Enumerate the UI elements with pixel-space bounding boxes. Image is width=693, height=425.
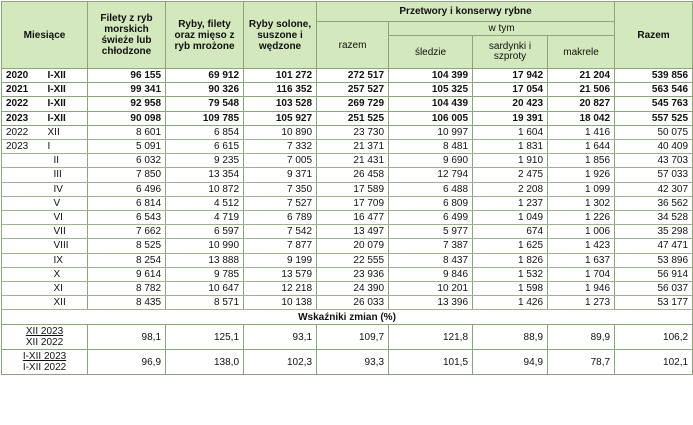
row-year (2, 154, 40, 168)
row-value: 1 926 (548, 168, 615, 182)
row-year (2, 267, 40, 281)
row-value: 1 049 (473, 211, 548, 225)
fish-imports-table (1, 1, 693, 375)
row-value: 1 644 (548, 140, 615, 154)
row-value: 8 525 (88, 239, 166, 253)
row-value: 1 423 (548, 239, 615, 253)
row-value: 13 579 (244, 267, 317, 281)
row-value: 257 527 (317, 83, 389, 97)
index-value: 125,1 (166, 325, 244, 350)
row-value: 69 912 (166, 69, 244, 83)
annual-row (2, 97, 693, 111)
row-value: 8 481 (389, 140, 473, 154)
monthly-row (2, 225, 693, 239)
row-value: 5 977 (389, 225, 473, 239)
row-value: 47 471 (615, 239, 693, 253)
row-period: VIII (40, 239, 88, 253)
row-value: 53 177 (615, 296, 693, 310)
row-value: 1 604 (473, 125, 548, 139)
row-value: 6 499 (389, 211, 473, 225)
monthly-row (2, 196, 693, 210)
row-value: 9 371 (244, 168, 317, 182)
monthly-row (2, 253, 693, 267)
row-value: 50 075 (615, 125, 693, 139)
row-period: II (40, 154, 88, 168)
monthly-row (2, 282, 693, 296)
index-label-bottom: XII 2022 (25, 337, 64, 349)
row-value: 79 548 (166, 97, 244, 111)
row-value: 5 091 (88, 140, 166, 154)
row-period: XI (40, 282, 88, 296)
row-year (2, 282, 40, 296)
row-value: 1 237 (473, 196, 548, 210)
index-row (2, 350, 693, 375)
row-value: 24 390 (317, 282, 389, 296)
row-value: 101 272 (244, 69, 317, 83)
index-value: 96,9 (88, 350, 166, 375)
row-value: 1 946 (548, 282, 615, 296)
row-period: V (40, 196, 88, 210)
row-value: 26 458 (317, 168, 389, 182)
row-value: 23 936 (317, 267, 389, 281)
row-value: 17 709 (317, 196, 389, 210)
index-value: 106,2 (615, 325, 693, 350)
row-value: 6 488 (389, 182, 473, 196)
index-label-top: I-XII 2023 (22, 351, 67, 363)
row-value: 7 662 (88, 225, 166, 239)
row-value: 116 352 (244, 83, 317, 97)
header-total: Razem (615, 2, 693, 69)
row-value: 9 614 (88, 267, 166, 281)
header-of-which: w tym (389, 22, 615, 36)
row-value: 9 785 (166, 267, 244, 281)
row-value: 36 562 (615, 196, 693, 210)
row-value: 10 997 (389, 125, 473, 139)
row-value: 272 517 (317, 69, 389, 83)
row-period: I-XII (40, 111, 88, 125)
row-value: 1 302 (548, 196, 615, 210)
row-value: 557 525 (615, 111, 693, 125)
row-value: 35 298 (615, 225, 693, 239)
monthly-row (2, 211, 693, 225)
row-value: 1 704 (548, 267, 615, 281)
index-label-top: XII 2023 (25, 326, 64, 338)
monthly-row (2, 239, 693, 253)
index-value: 93,1 (244, 325, 317, 350)
row-value: 21 204 (548, 69, 615, 83)
row-period: XII (40, 125, 88, 139)
index-value: 98,1 (88, 325, 166, 350)
index-label (2, 325, 88, 350)
row-value: 21 431 (317, 154, 389, 168)
index-value: 78,7 (548, 350, 615, 375)
row-value: 9 199 (244, 253, 317, 267)
row-value: 104 399 (389, 69, 473, 83)
row-value: 7 877 (244, 239, 317, 253)
row-value: 1 831 (473, 140, 548, 154)
row-period: III (40, 168, 88, 182)
row-period: VII (40, 225, 88, 239)
row-value: 563 546 (615, 83, 693, 97)
row-value: 34 528 (615, 211, 693, 225)
row-period: I-XII (40, 83, 88, 97)
row-period: VI (40, 211, 88, 225)
row-value: 90 098 (88, 111, 166, 125)
row-value: 539 856 (615, 69, 693, 83)
row-value: 8 437 (389, 253, 473, 267)
row-value: 109 785 (166, 111, 244, 125)
row-value: 1 826 (473, 253, 548, 267)
header-fillets-fresh: Filety z ryb morskich świeże lub chłodzone (88, 2, 166, 69)
header-sardines: sardynki i szproty (473, 36, 548, 69)
row-value: 4 512 (166, 196, 244, 210)
row-year: 2023 (2, 111, 40, 125)
row-value: 7 332 (244, 140, 317, 154)
row-value: 56 037 (615, 282, 693, 296)
row-value: 17 054 (473, 83, 548, 97)
row-value: 9 846 (389, 267, 473, 281)
row-period: I (40, 140, 88, 154)
row-year (2, 211, 40, 225)
row-value: 7 542 (244, 225, 317, 239)
row-year (2, 182, 40, 196)
monthly-row (2, 125, 693, 139)
section-row (2, 310, 693, 325)
row-value: 1 637 (548, 253, 615, 267)
row-value: 1 273 (548, 296, 615, 310)
annual-row (2, 69, 693, 83)
header-preserves: Przetwory i konserwy rybne (317, 2, 615, 22)
row-value: 9 690 (389, 154, 473, 168)
row-value: 10 647 (166, 282, 244, 296)
monthly-row (2, 140, 693, 154)
row-value: 12 794 (389, 168, 473, 182)
row-value: 17 942 (473, 69, 548, 83)
index-value: 109,7 (317, 325, 389, 350)
row-value: 13 888 (166, 253, 244, 267)
row-value: 21 371 (317, 140, 389, 154)
row-value: 23 730 (317, 125, 389, 139)
row-value: 1 426 (473, 296, 548, 310)
index-value: 101,5 (389, 350, 473, 375)
row-value: 1 856 (548, 154, 615, 168)
annual-row (2, 111, 693, 125)
row-value: 8 782 (88, 282, 166, 296)
row-value: 1 598 (473, 282, 548, 296)
index-value: 121,8 (389, 325, 473, 350)
row-year (2, 239, 40, 253)
row-value: 674 (473, 225, 548, 239)
row-value: 6 597 (166, 225, 244, 239)
row-value: 9 235 (166, 154, 244, 168)
row-value: 6 496 (88, 182, 166, 196)
row-year (2, 253, 40, 267)
row-value: 43 703 (615, 154, 693, 168)
row-value: 8 254 (88, 253, 166, 267)
row-value: 56 914 (615, 267, 693, 281)
row-value: 7 850 (88, 168, 166, 182)
row-year (2, 225, 40, 239)
row-year (2, 168, 40, 182)
row-value: 21 506 (548, 83, 615, 97)
row-value: 18 042 (548, 111, 615, 125)
row-value: 96 155 (88, 69, 166, 83)
row-value: 17 589 (317, 182, 389, 196)
row-value: 92 958 (88, 97, 166, 111)
row-period: XII (40, 296, 88, 310)
annual-row (2, 83, 693, 97)
row-year: 2022 (2, 97, 40, 111)
row-value: 90 326 (166, 83, 244, 97)
row-value: 1 006 (548, 225, 615, 239)
header-salted-fish: Ryby solone, suszone i wędzone (244, 2, 317, 69)
row-year: 2020 (2, 69, 40, 83)
row-value: 20 079 (317, 239, 389, 253)
monthly-row (2, 182, 693, 196)
row-value: 251 525 (317, 111, 389, 125)
header-frozen-fish: Ryby, filety oraz mięso z ryb mrożone (166, 2, 244, 69)
row-period: I-XII (40, 69, 88, 83)
row-value: 1 416 (548, 125, 615, 139)
row-value: 1 532 (473, 267, 548, 281)
header-months: Miesiące (2, 2, 88, 69)
row-value: 8 435 (88, 296, 166, 310)
row-value: 20 827 (548, 97, 615, 111)
index-label-bottom: I-XII 2022 (22, 362, 67, 374)
row-value: 105 325 (389, 83, 473, 97)
monthly-row (2, 267, 693, 281)
row-value: 12 218 (244, 282, 317, 296)
index-value: 94,9 (473, 350, 548, 375)
row-year: 2021 (2, 83, 40, 97)
row-period: IV (40, 182, 88, 196)
row-value: 99 341 (88, 83, 166, 97)
row-value: 2 208 (473, 182, 548, 196)
row-value: 2 475 (473, 168, 548, 182)
index-value: 88,9 (473, 325, 548, 350)
row-value: 53 896 (615, 253, 693, 267)
table-header (2, 2, 693, 69)
index-value: 102,1 (615, 350, 693, 375)
row-period: X (40, 267, 88, 281)
row-value: 7 350 (244, 182, 317, 196)
row-value: 40 409 (615, 140, 693, 154)
row-value: 8 601 (88, 125, 166, 139)
row-value: 105 927 (244, 111, 317, 125)
row-value: 6 032 (88, 154, 166, 168)
header-herring: śledzie (389, 36, 473, 69)
row-period: IX (40, 253, 88, 267)
row-value: 57 033 (615, 168, 693, 182)
row-value: 6 789 (244, 211, 317, 225)
row-value: 269 729 (317, 97, 389, 111)
row-value: 7 005 (244, 154, 317, 168)
row-value: 22 555 (317, 253, 389, 267)
index-value: 93,3 (317, 350, 389, 375)
index-value: 89,9 (548, 325, 615, 350)
row-value: 6 543 (88, 211, 166, 225)
row-value: 6 809 (389, 196, 473, 210)
row-value: 7 387 (389, 239, 473, 253)
row-year (2, 196, 40, 210)
row-value: 1 625 (473, 239, 548, 253)
row-value: 19 391 (473, 111, 548, 125)
index-value: 102,3 (244, 350, 317, 375)
monthly-row (2, 296, 693, 310)
row-value: 545 763 (615, 97, 693, 111)
index-value: 138,0 (166, 350, 244, 375)
row-value: 10 890 (244, 125, 317, 139)
row-value: 10 201 (389, 282, 473, 296)
header-mackerel: makrele (548, 36, 615, 69)
row-value: 104 439 (389, 97, 473, 111)
section-title: Wskaźniki zmian (%) (2, 310, 693, 325)
row-value: 6 615 (166, 140, 244, 154)
row-value: 106 005 (389, 111, 473, 125)
row-value: 16 477 (317, 211, 389, 225)
row-value: 26 033 (317, 296, 389, 310)
row-value: 10 138 (244, 296, 317, 310)
monthly-row (2, 154, 693, 168)
table-body (2, 69, 693, 375)
row-value: 13 354 (166, 168, 244, 182)
row-value: 6 854 (166, 125, 244, 139)
row-value: 13 497 (317, 225, 389, 239)
row-value: 8 571 (166, 296, 244, 310)
row-value: 1 910 (473, 154, 548, 168)
row-period: I-XII (40, 97, 88, 111)
row-value: 1 099 (548, 182, 615, 196)
monthly-row (2, 168, 693, 182)
index-row (2, 325, 693, 350)
index-label (2, 350, 88, 375)
row-value: 6 814 (88, 196, 166, 210)
row-year (2, 296, 40, 310)
row-year: 2022 (2, 125, 40, 139)
row-value: 4 719 (166, 211, 244, 225)
header-preserves-total: razem (317, 22, 389, 69)
row-value: 1 226 (548, 211, 615, 225)
row-value: 10 872 (166, 182, 244, 196)
row-value: 20 423 (473, 97, 548, 111)
row-year: 2023 (2, 140, 40, 154)
row-value: 42 307 (615, 182, 693, 196)
row-value: 10 990 (166, 239, 244, 253)
row-value: 7 527 (244, 196, 317, 210)
row-value: 103 528 (244, 97, 317, 111)
row-value: 13 396 (389, 296, 473, 310)
